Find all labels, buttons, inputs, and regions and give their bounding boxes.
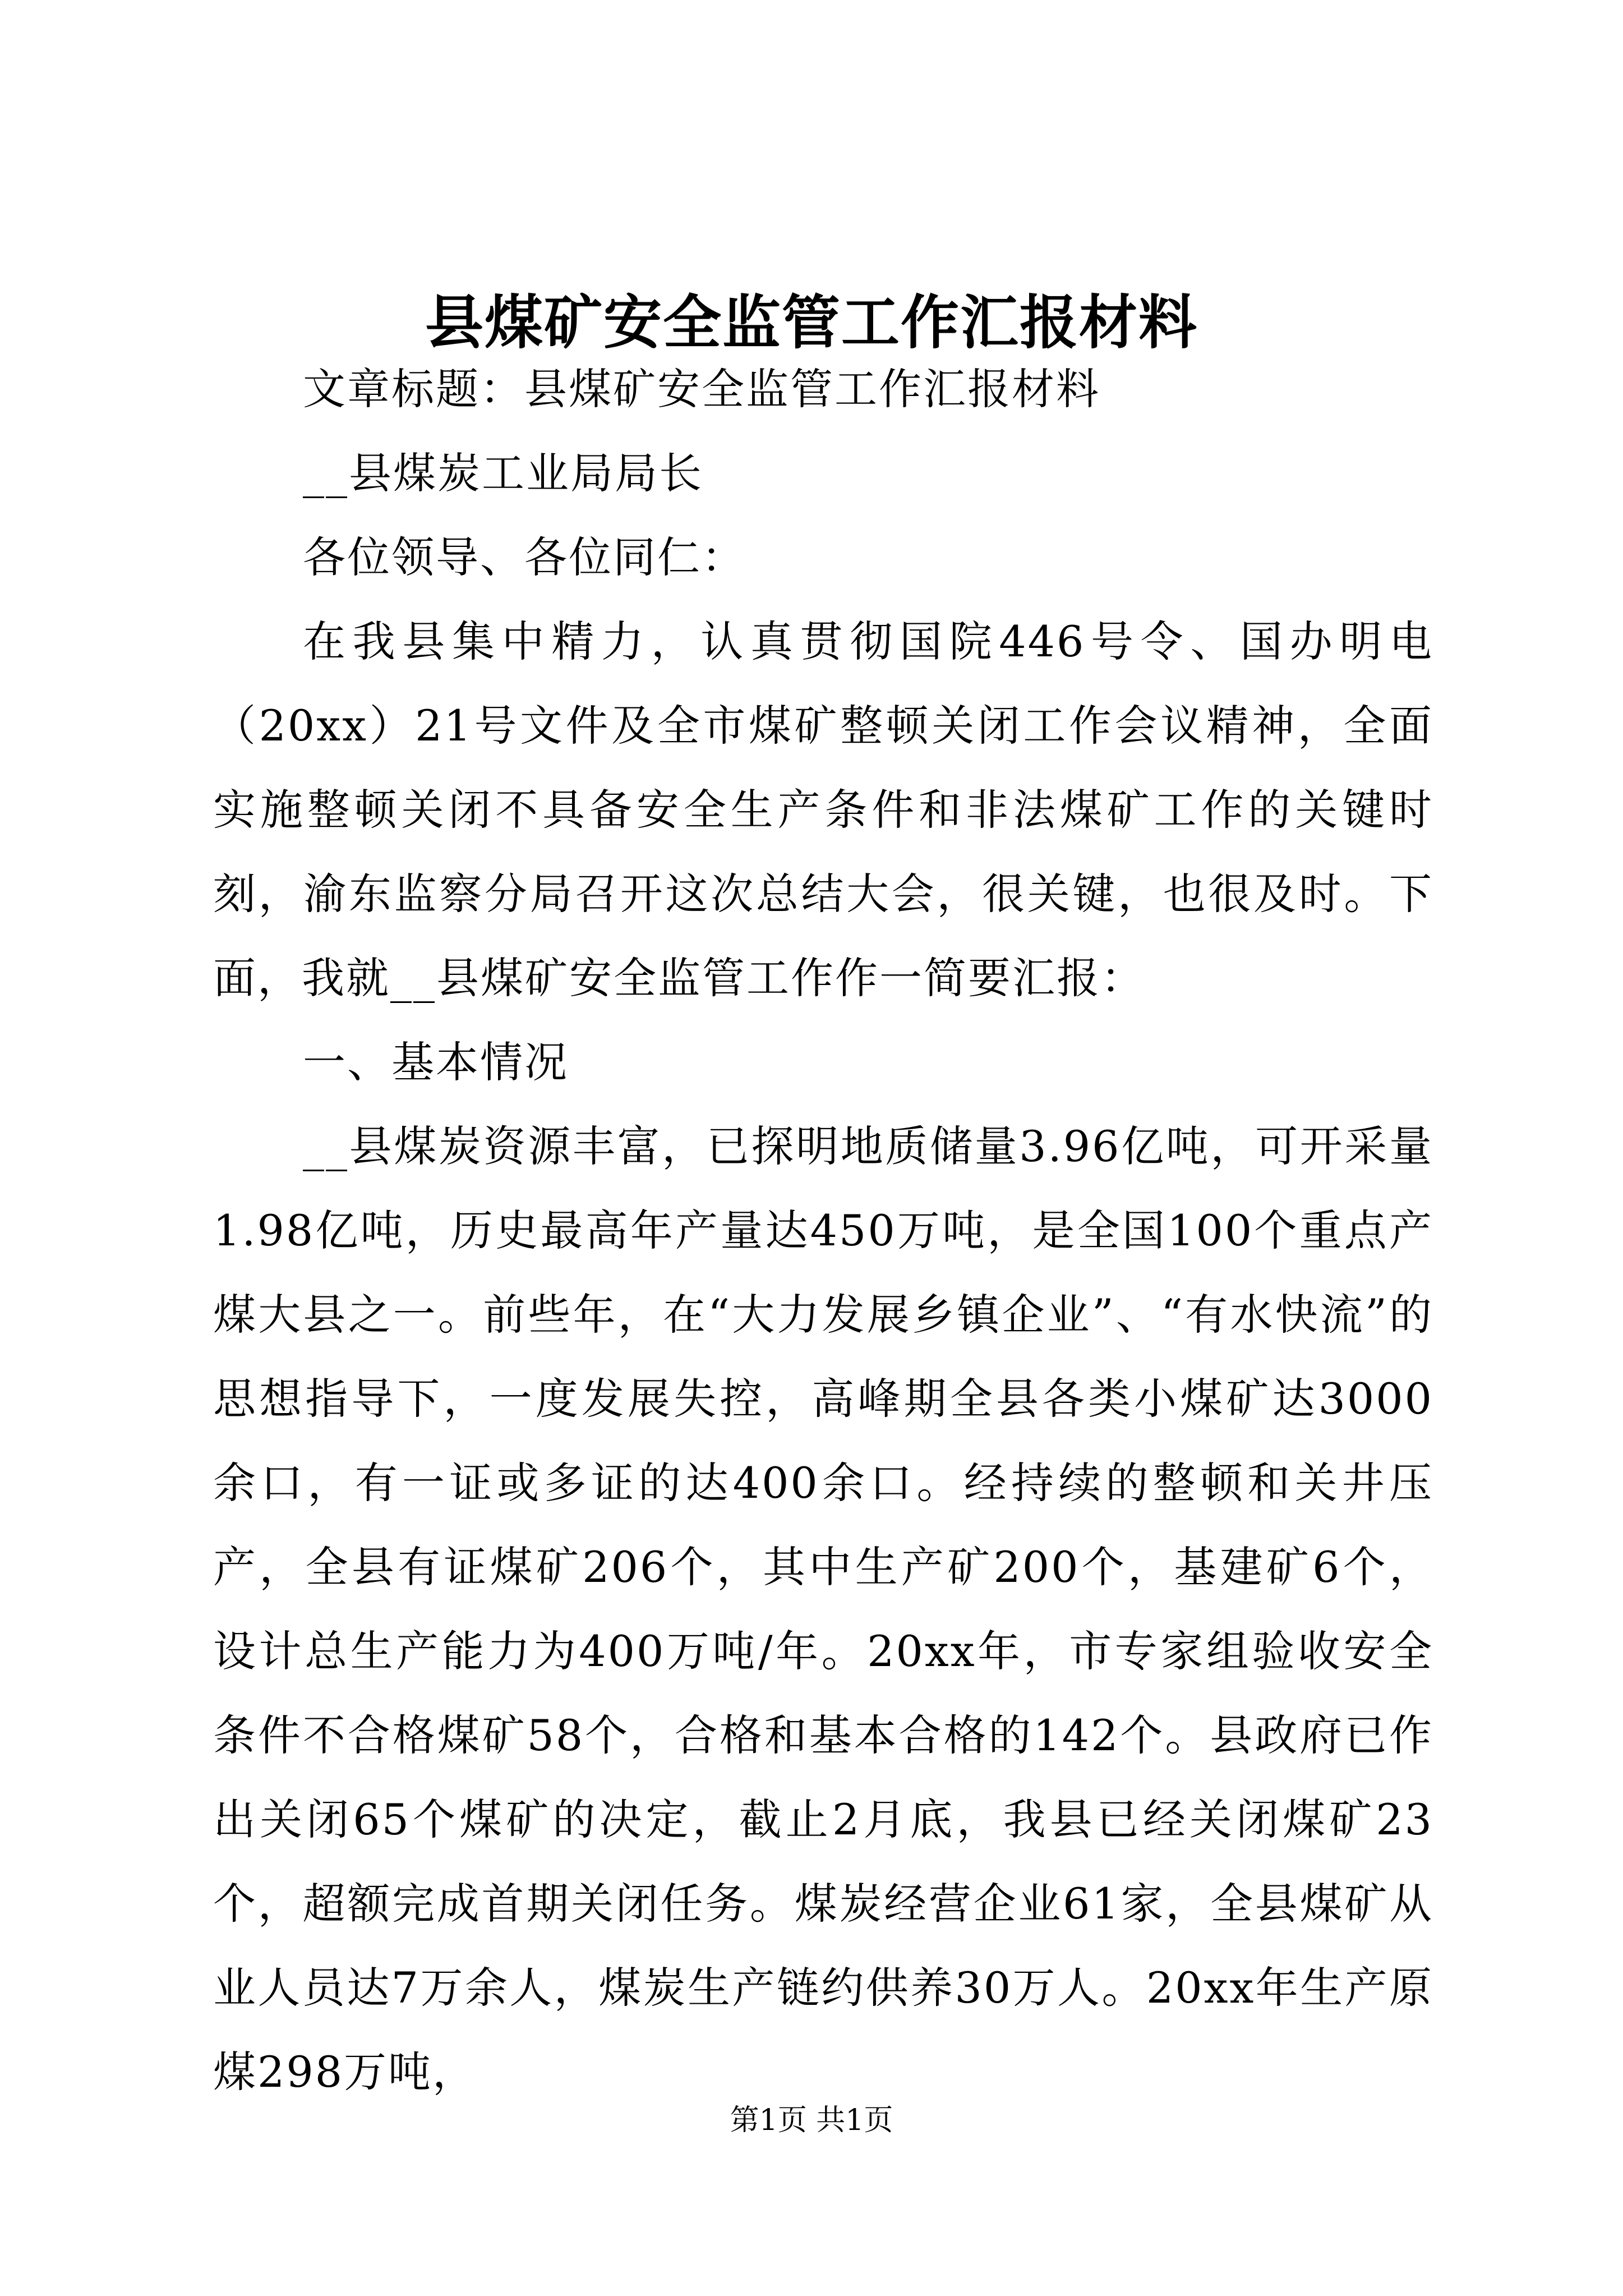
- article-title-line: 文章标题：县煤矿安全监管工作汇报材料: [303, 364, 1100, 414]
- intro-paragraph: 在我县集中精力，认真贯彻国院446号令、国办明电（20xx）21号文件及全市煤矿整顿关闭工作会议精神，全面实施整顿关闭不具备安全生产条件和非法煤矿工作的关键时刻，渝东监察分局召开这次总结大会，很关键，也很及时。下面，我就__县煤矿安全监管工作作一简要汇报：: [213, 616, 1433, 1003]
- author-line: __县煤炭工业局局长: [303, 448, 703, 498]
- salutation: 各位领导、各位同仁：: [303, 532, 746, 582]
- document-body: [213, 347, 1433, 2114]
- basic-situation-paragraph: __县煤炭资源丰富，已探明地质储量3.96亿吨，可开采量1.98亿吨，历史最高年产量达450万吨，是全国100个重点产煤大县之一。前些年，在“大力发展乡镇企业”、“有水快流”的思想指导下，一度发展失控，高峰期全县各类小煤矿达3000余口，有一证或多证的达400余口。经持续的整顿和关井压产，全县有证煤矿206个，其中生产矿200个，基建矿6个，设计总生产能力为400万吨/年。20xx年，市专家组验收安全条件不合格煤矿58个，合格和基本合格的142个。县政府已作出关闭65个煤矿的决定，截止2月底，我县已经关闭煤矿23个，超额完成首期关闭任务。煤炭经营企业61家，全县煤矿从业人员达7万余人，煤炭生产链约供养30万人。20xx年生产原煤298万吨，: [213, 1121, 1433, 2097]
- section-heading: 一、基本情况: [303, 1037, 569, 1087]
- document-title: 县煤矿安全监管工作汇报材料: [425, 288, 1198, 357]
- page-footer: 第1页 共1页: [730, 2104, 893, 2137]
